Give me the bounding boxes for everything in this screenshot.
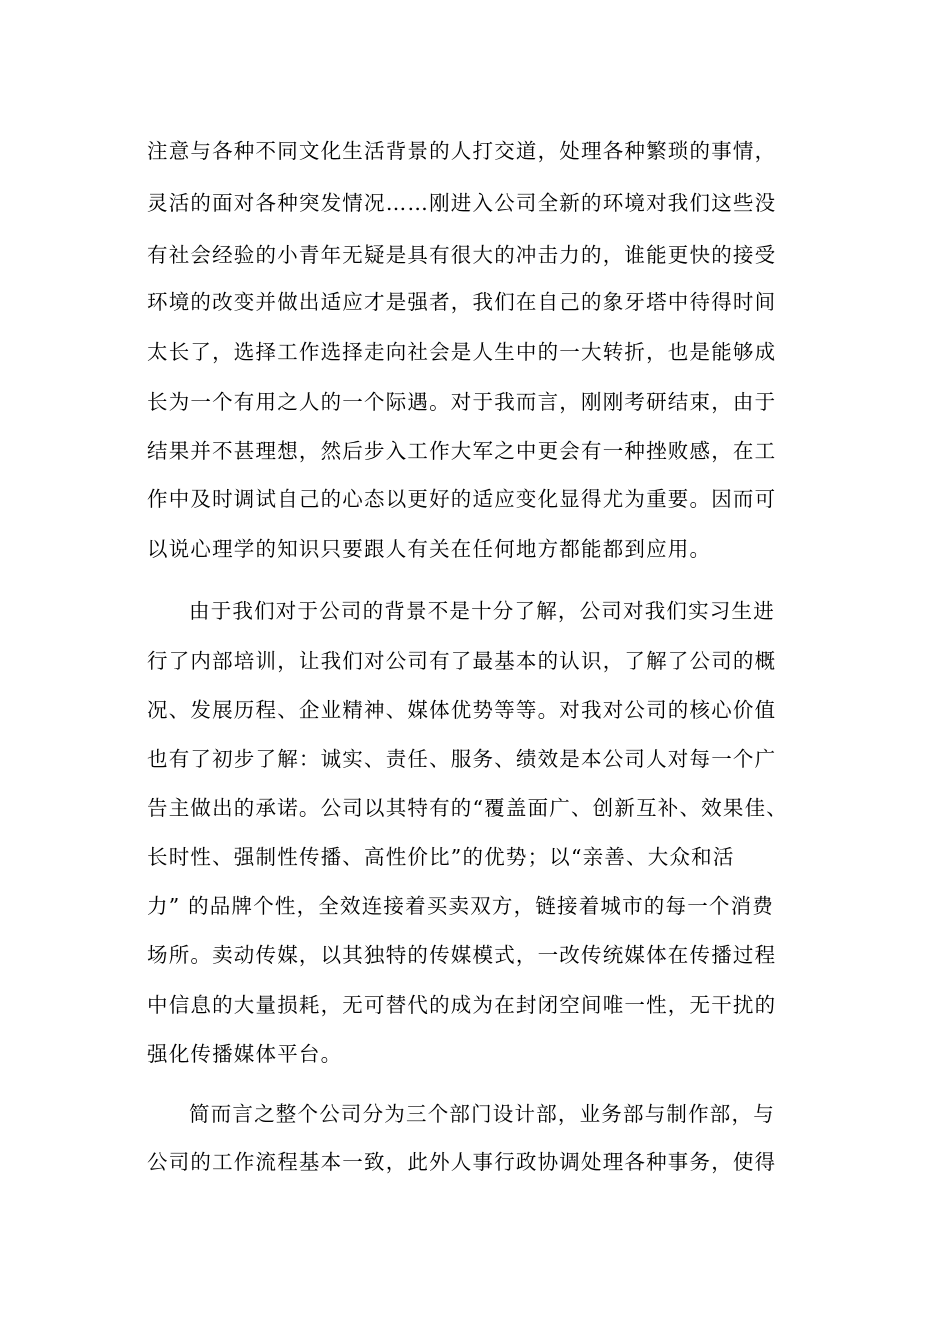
text-line: 注意与各种不同文化生活背景的人打交道，处理各种繁琐的事情， [147,139,777,163]
text-line: 环境的改变并做出适应才是强者，我们在自己的象牙塔中待得时间 [147,290,777,314]
text-line: 中信息的大量损耗，无可替代的成为在封闭空间唯一性，无干扰的 [147,993,777,1017]
text-line: 公司的工作流程基本一致，此外人事行政协调处理各种事务，使得 [147,1150,777,1174]
text-line: 也有了初步了解：诚实、责任、服务、绩效是本公司人对每一个广 [147,747,777,771]
text-line: 告主做出的承诺。公司以其特有的“覆盖面广、创新互补、效果佳、 [147,796,788,820]
text-line: 由于我们对于公司的背景不是十分了解，公司对我们实习生进 [189,599,775,623]
text-line: 简而言之整个公司分为三个部门设计部，业务部与制作部，与 [189,1102,775,1126]
text-line: 结果并不甚理想，然后步入工作大军之中更会有一种挫败感，在工 [147,439,777,463]
text-line: 场所。卖动传媒，以其独特的传媒模式，一改传统媒体在传播过程 [147,943,777,967]
text-line: 有社会经验的小青年无疑是具有很大的冲击力的，谁能更快的接受 [147,243,777,267]
text-line: 强化传播媒体平台。 [147,1042,343,1066]
text-line: 力” 的品牌个性，全效连接着买卖双方，链接着城市的每一个消费 [147,894,774,918]
text-line: 长时性、强制性传播、高性价比”的优势；以“亲善、大众和活 [147,845,735,869]
text-line: 作中及时调试自己的心态以更好的适应变化显得尤为重要。因而可 [147,487,777,511]
text-line: 灵活的面对各种突发情况……刚进入公司全新的环境对我们这些没 [147,191,777,215]
text-line: 况、发展历程、企业精神、媒体优势等等。对我对公司的核心价值 [147,698,777,722]
text-line: 长为一个有用之人的一个际遇。对于我而言，刚刚考研结束，由于 [147,390,777,414]
text-line: 行了内部培训，让我们对公司有了最基本的认识，了解了公司的概 [147,649,777,673]
text-line: 太长了，选择工作选择走向社会是人生中的一大转折，也是能够成 [147,340,777,364]
text-line: 以说心理学的知识只要跟人有关在任何地方都能都到应用。 [147,537,712,561]
